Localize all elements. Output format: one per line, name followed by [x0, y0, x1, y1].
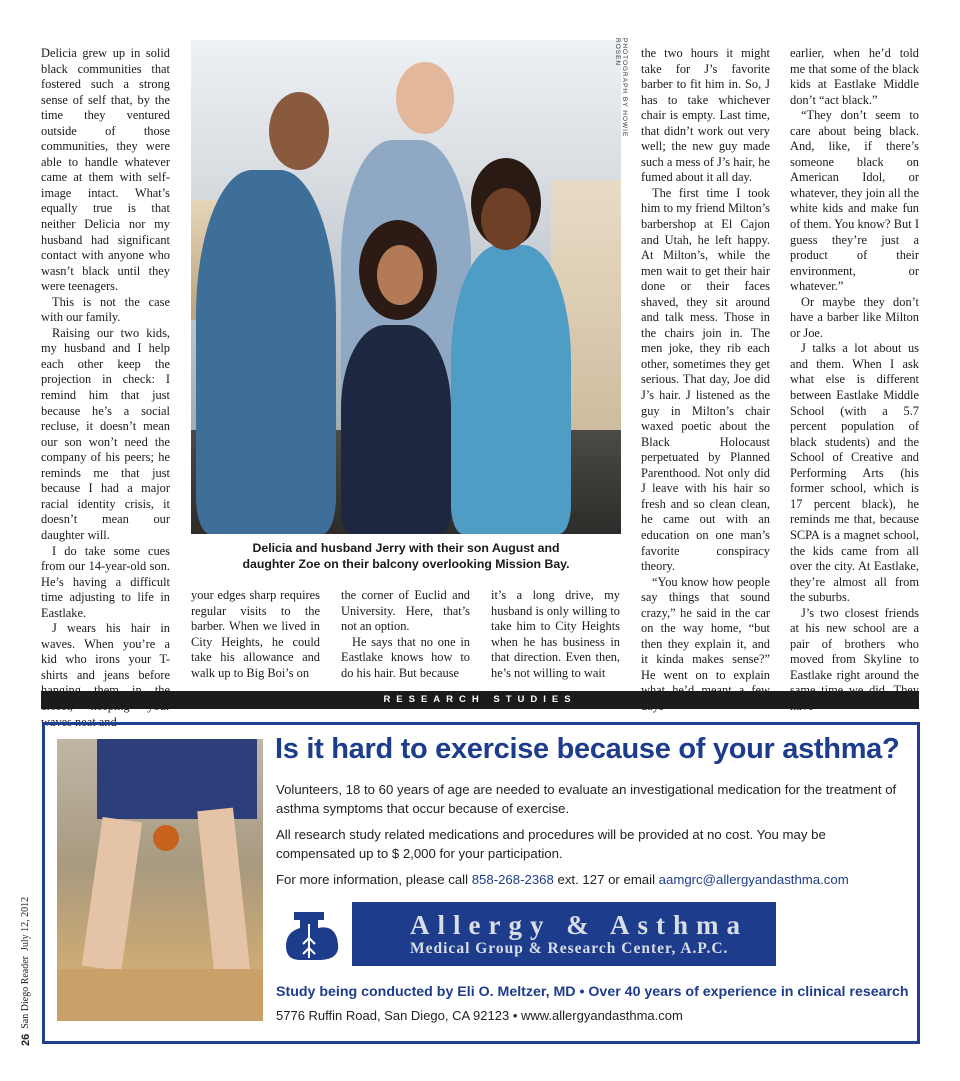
page-folio	[20, 896, 36, 1046]
paragraph: Raising our two kids, my husband and I help each other keep the projection in check: I remind him that just because he’s a social recluse, it doesn’t mean our son won’t need the company of his peers; he reminds me that just because I had a major racial identity crisis, it doesn’t mean our daughter will.	[41, 325, 170, 542]
paragraph: J talks a lot about us and them. When I ask what else is different between Eastlake Middle School (with a 5.7 percent population of black students) and the School of Creative and Performing Arts (his former school, which is 17 percent black), he reminds me that, because SCPA is a magnet school, the kids came from all over the city. At Eastlake, they’re almost all from the suburbs.	[790, 341, 919, 605]
paragraph: Delicia grew up in solid black communities that fostered such a strong sense of self that, by the time they ventured outside of those communities, they were able to handle whatever came at them with self-image intact. What’s equally true is that neither Delicia nor my husband had significant contact with anyone who wasn’t black until they were teenagers.	[41, 46, 170, 294]
caption-line: Delicia and husband Jerry with their son August and	[252, 541, 560, 555]
publication-name: San Diego Reader	[20, 955, 31, 1029]
paragraph: your edges sharp requires regular visits to the barber. When we lived in City Heights, he could take his allowance and walk up to Big Boi’s on	[191, 588, 320, 680]
article-column-6	[790, 46, 919, 715]
lungs-logo-icon	[276, 902, 352, 966]
photo-caption	[191, 540, 621, 572]
issue-date: July 12, 2012	[20, 896, 31, 951]
ad-headline: Is it hard to exercise because of your asthma?	[275, 733, 900, 765]
contact-text: For more information, please call	[276, 872, 472, 887]
family-photo	[191, 40, 621, 534]
asthma-study-ad	[42, 722, 920, 1044]
paragraph: J wears his hair in waves. When you’re a kid who irons your T-shirts and jeans before waves neat and	[41, 621, 170, 729]
ad-contact-line	[276, 870, 906, 889]
ad-investigator-line: Study being conducted by Eli O. Meltzer, MD • Over 40 years of experience in clinical research	[276, 984, 909, 1000]
article-column-5	[641, 46, 770, 715]
email-link[interactable]: aamgrc@allergyandasthma.com	[658, 872, 849, 887]
ad-address-line: 5776 Ruffin Road, San Diego, CA 92123 • www.allergyandasthma.com	[276, 1008, 683, 1023]
logo-subtitle: Medical Group & Research Center, A.P.C.	[410, 940, 729, 957]
allergy-asthma-logo	[276, 902, 776, 966]
ad-paragraph: Volunteers, 18 to 60 years of age are needed to evaluate an investigational medication for the treatment of asthma symptoms that occur because of exercise.	[276, 782, 897, 816]
logo-title: Allergy & Asthma	[410, 910, 748, 940]
paragraph: This is not the case with our family.	[41, 294, 170, 325]
ad-paragraph: All research study related medications and procedures will be provided at no cost. You may be compensated up to $ 2,000 for your participation.	[276, 827, 826, 861]
contact-text: ext. 127 or email	[553, 872, 659, 887]
paragraph: I do take some cues from our 14-year-old son. He’s having a difficult time adjusting to life in Eastlake.	[41, 543, 170, 620]
paragraph: J’s two closest friends at his new school are a pair of brothers who moved from Skyline to Eastlake right around the	[790, 605, 919, 682]
paragraph: “You know how people say things that sound crazy,” he said in the car on the way home, “but then they explain it, and it kinda makes sense?” He went on to explain	[641, 574, 770, 682]
phone-number[interactable]: 858-268-2368	[471, 872, 554, 887]
paragraph: it’s a long drive, my husband is only willing to take him to City Heights when he has business in that direction. Even then, he’s not willing to wait	[491, 588, 620, 680]
paragraph: the corner of Euclid and University. Here, that’s not an option.	[341, 588, 470, 634]
caption-line: daughter Zoe on their balcony overlooking Mission Bay.	[242, 557, 570, 571]
article-column-2	[191, 588, 320, 681]
section-band: RESEARCH STUDIES	[41, 691, 919, 709]
page-number: 26	[20, 1033, 32, 1046]
article-column-3	[341, 588, 470, 681]
paragraph: He says that no one in Eastlake knows how to do his hair. But because	[341, 634, 470, 680]
article-column-1	[41, 46, 170, 730]
paragraph: The first time I took him to my friend Milton’s barbershop at El Cajon and Utah, he left happy. At Milton’s, while the men wait to get their hair done or their faces shaved, they sit around and talk mess. Those in the chairs join in. The men joke, they rib each other, sometimes they get serious. That day, Joe did J’s hair. J listened as the guy in Milton’s chair waxed poetic about the Black Holocaust perpetuated by Planned Parenthood. Not only did J leave with his hair so fresh and so clean clean, he came out with an education on one man’s favorite conspiracy theory.	[641, 185, 770, 574]
basketball-photo	[57, 739, 263, 1021]
paragraph: earlier, when he’d told me that some of the black kids at Eastlake Middle don’t “act black.”	[790, 46, 919, 107]
photo-credit: PHOTOGRAPH BY HOWIE ROSEN	[614, 38, 628, 138]
paragraph: “They don’t seem to care about being black. And, like, if there’s someone black on American Idol, or whatever, they join all the white kids and make fun of them. You know? But I guess they’re just a product of their environment, or whatever.”	[790, 108, 919, 294]
article-column-4	[491, 588, 620, 681]
paragraph: Or maybe they don’t have a barber like Milton or Joe.	[790, 294, 919, 340]
paragraph: the two hours it might take for J’s favorite barber to fit him in. So, J has to take whichever chair is empty. Last time, that didn’t work out very well; the new guy made such a mess of J’s hair, he fumed about it all day.	[641, 46, 770, 185]
